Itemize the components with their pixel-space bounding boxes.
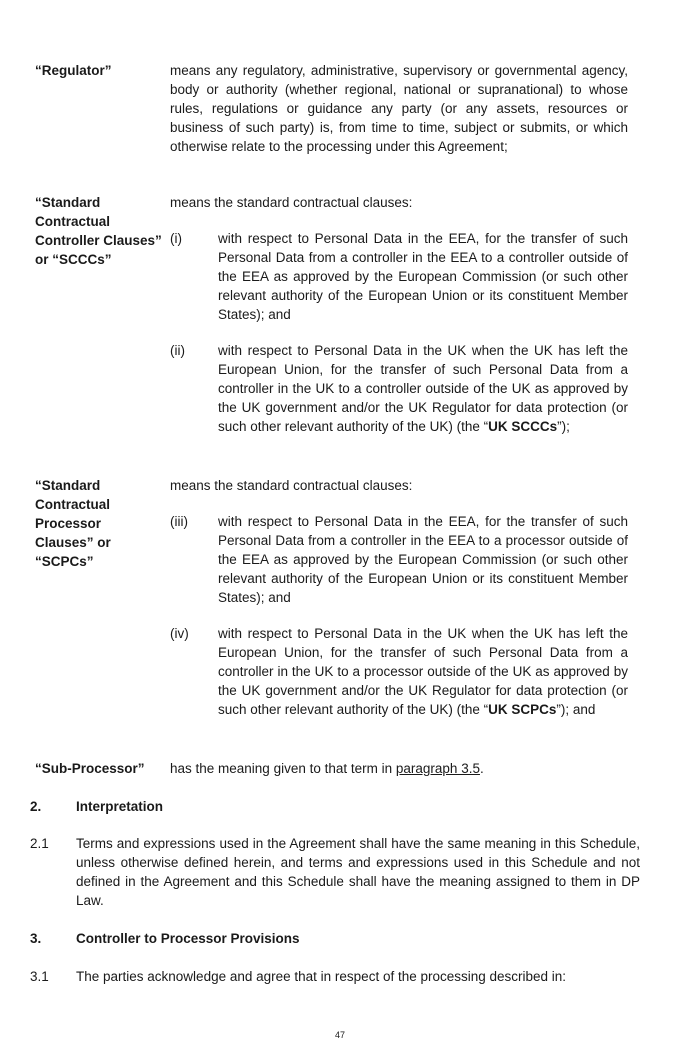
paragraph-reference-link[interactable]: paragraph 3.5 (395, 761, 480, 776)
section-title: Interpretation (76, 799, 164, 814)
sub-item (170, 512, 628, 607)
sub-item (170, 341, 628, 436)
clause-3-1 (30, 967, 640, 986)
sub-item-number: (ii) (170, 343, 185, 358)
page-number: 47 (334, 1030, 345, 1040)
clause-number: 2.1 (30, 836, 49, 851)
section-number: 3. (30, 931, 42, 946)
sub-item-text: with respect to Personal Data in the UK when the UK has left the European Union, for the transfer of such Personal Data from a controller in the UK to a controller outside of the UK as approved by the UK government and/or the UK Regulator for data protection (or such other relevant authority of the UK) (the “UK SCCCs”); (218, 343, 628, 434)
definition-term: “Standard Contractual Processor Clauses” or “SCPCs” (35, 478, 111, 569)
sub-item-text: with respect to Personal Data in the EEA, for the transfer of such Personal Data from a controller in the EEA to a processor outside of the EEA as approved by the European Commission (or such other relevant authority of the European Union or its constituent Member States); and (218, 514, 628, 605)
definition-lead: means the standard contractual clauses: (170, 478, 413, 493)
definition-term: “Sub-Processor” (35, 761, 145, 776)
definition-lead: means the standard contractual clauses: (170, 195, 413, 210)
section-number: 2. (30, 799, 42, 814)
section-title: Controller to Processor Provisions (76, 931, 300, 946)
clause-number: 3.1 (30, 969, 49, 984)
sub-item (170, 624, 628, 719)
sub-item-text: with respect to Personal Data in the UK when the UK has left the European Union, for the transfer of such Personal Data from a controller in the UK to a processor outside of the UK as approved by the UK government and/or the UK Regulator for data protection (or such other relevant authority of the UK) (the “UK SCPCs”); and (218, 626, 628, 717)
defined-term-bold: UK SCCCs (488, 419, 558, 434)
definition-text: means any regulatory, administrative, supervisory or governmental agency, body or authority (whether regional, national or supranational) to whose rules, regulations or guidance any party (or any assets, resources or business of such party) is, from time to time, subject or submits, or which otherwise relate to the processing under this Agreement; (170, 63, 628, 154)
sub-item-number: (iii) (170, 514, 188, 529)
clause-2-1 (30, 834, 640, 910)
clause-text: The parties acknowledge and agree that in respect of the processing described in: (76, 969, 567, 984)
definition-term: “Standard Contractual Controller Clauses” or “SCCCs” (35, 195, 162, 267)
clause-text: Terms and expressions used in the Agreement shall have the same meaning in this Schedule, unless otherwise defined herein, and terms and expressions used in this Schedule and not defined in the Agreement and this Schedule shall have the meaning assigned to them in DP Law. (76, 836, 640, 908)
sub-item-text: with respect to Personal Data in the EEA, for the transfer of such Personal Data from a controller in the EEA to a controller outside of the EEA as approved by the European Commission (or such other relevant authority of the European Union or its constituent Member States); and (218, 231, 628, 322)
sub-item-number: (i) (170, 231, 182, 246)
sub-item (170, 229, 628, 324)
definition-term: “Regulator” (35, 63, 112, 78)
definition-text: has the meaning given to that term in paragraph 3.5. (170, 761, 484, 776)
defined-term-bold: UK SCPCs (488, 702, 557, 717)
sub-item-number: (iv) (170, 626, 189, 641)
